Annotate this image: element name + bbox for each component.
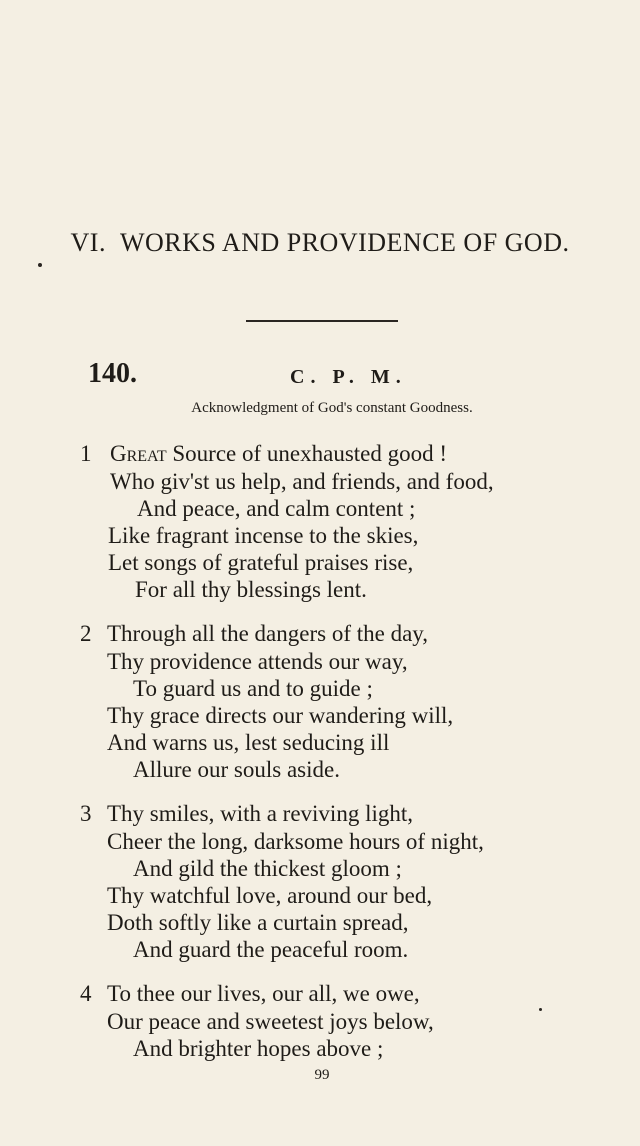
verse-line: Thy grace directs our wandering will,: [107, 703, 454, 728]
verse-line-rest: Source of unexhausted good !: [166, 441, 448, 466]
stanza-number: 1: [80, 441, 92, 466]
verse-line: Thy providence attends our way,: [107, 649, 408, 674]
page-number: 99: [314, 1067, 330, 1083]
verse-line: Our peace and sweetest joys below,: [107, 1009, 434, 1034]
stanza-number: 4: [80, 981, 92, 1006]
section-heading: [0, 228, 640, 258]
verse-line: Who giv'st us help, and friends, and food,: [110, 469, 494, 494]
verse-line: Let songs of grateful praises rise,: [108, 550, 414, 575]
ink-speck: [539, 1008, 542, 1011]
verse-line: Allure our souls aside.: [133, 757, 340, 782]
verse-line: And brighter hopes above ;: [133, 1036, 384, 1061]
verse-line: Thy smiles, with a reviving light,: [107, 801, 413, 826]
hymn-number: 140.: [88, 358, 137, 389]
verse-line: And warns us, lest seducing ill: [107, 730, 390, 755]
stanza-number: 2: [80, 621, 92, 646]
verse-line: Thy watchful love, around our bed,: [107, 883, 433, 908]
verse-line: To guard us and to guide ;: [133, 676, 373, 701]
stanza-number: 3: [80, 801, 92, 826]
verse-line: Like fragrant incense to the skies,: [108, 523, 419, 548]
verse-line: For all thy blessings lent.: [135, 577, 367, 602]
verse-line: [110, 440, 447, 467]
verse-line: Cheer the long, darksome hours of night,: [107, 829, 484, 854]
divider-rule: [246, 320, 398, 322]
verse-line: And gild the thickest gloom ;: [133, 856, 402, 881]
verse-first-word: Great: [110, 441, 167, 466]
verse-line: To thee our lives, our all, we owe,: [107, 981, 420, 1006]
hymn-subtitle: Acknowledgment of God's constant Goodness.: [191, 400, 473, 416]
hymn-header: [0, 358, 640, 398]
verse-line: And peace, and calm content ;: [137, 496, 416, 521]
verse-line: Doth softly like a curtain spread,: [107, 910, 409, 935]
section-numeral: VI.: [70, 228, 106, 257]
verse-line: Through all the dangers of the day,: [107, 621, 429, 646]
section-title: WORKS AND PROVIDENCE OF GOD.: [119, 228, 570, 257]
verse-line: And guard the peaceful room.: [133, 937, 409, 962]
hymn-meter: C. P. M.: [290, 366, 407, 388]
ink-speck: [38, 263, 42, 267]
